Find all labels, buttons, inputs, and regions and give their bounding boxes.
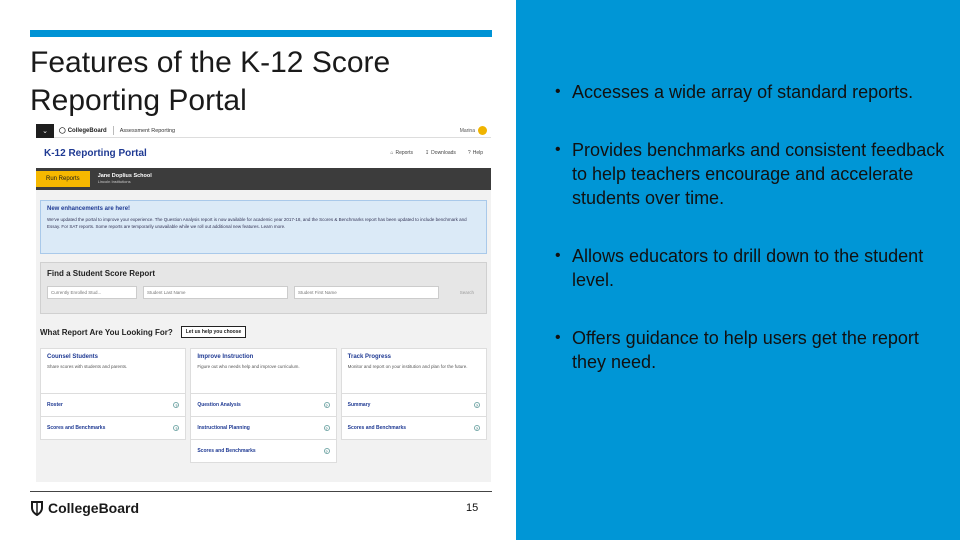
enhancements-notice [40,200,487,254]
find-student-panel [40,262,487,314]
reports-link-label: Reports [395,150,413,156]
feature-bullet-list [552,78,952,374]
report-link-summary[interactable] [341,394,487,417]
find-student-title: Find a Student Score Report [47,269,156,278]
download-icon: ↧ [424,150,430,156]
title-accent-bar [30,30,492,37]
page-number: 15 [466,502,479,514]
search-button[interactable]: Search [459,290,474,295]
run-reports-button[interactable]: Run Reports [36,171,90,187]
what-report-title: What Report Are You Looking For? [40,327,173,337]
category-desc: Monitor and report on your institution and plan for the future. [347,364,468,369]
category-counsel-students [40,348,186,463]
bullet-item: • Provides benchmarks and consistent feedback to help teachers encourage and accelerate students over time. [552,138,952,210]
category-title: Improve Instruction [197,354,254,360]
enrollment-select[interactable]: Currently Enrolled Stud... [47,286,137,299]
avatar [478,126,487,135]
home-icon: ⌂ [390,150,394,156]
category-desc: Figure out who needs help and improve curriculum. [197,364,300,369]
info-icon[interactable]: ? [475,402,479,408]
help-link[interactable] [468,150,483,156]
last-name-field[interactable]: Student Last Name [143,286,288,299]
report-link-label: Scores and Benchmarks [347,425,407,431]
info-icon[interactable]: ? [175,402,178,408]
report-link-scores-benchmarks[interactable] [341,417,487,440]
help-link-label: Help [472,150,483,156]
slide-title: Features of the K-12 Score Reporting Portal [30,46,391,117]
report-link-roster[interactable] [40,394,186,417]
report-link-label: Question Analysis [197,402,241,408]
reports-link[interactable] [390,150,413,156]
divider [113,126,114,135]
category-improve-instruction [190,348,336,463]
category-title: Counsel Students [47,354,99,360]
school-subtitle: Lincoln Institutions [97,179,131,184]
category-card [341,348,487,394]
portal-topbar [36,124,491,138]
report-finder-row [40,326,487,338]
help-icon: ? [467,150,471,156]
category-card [40,348,186,394]
downloads-link[interactable] [425,150,456,156]
bullet-item: • Offers guidance to help users get the report they need. [552,326,952,374]
info-icon[interactable]: ? [325,448,328,454]
report-link-scores-benchmarks[interactable] [40,417,186,440]
bullet-item: • Accesses a wide array of standard reports. [552,80,952,104]
info-icon[interactable]: ? [325,425,328,431]
first-name-field[interactable]: Student First Name [294,286,439,299]
run-reports-bar [36,168,491,190]
category-track-progress [341,348,487,463]
collegeboard-logo [30,500,139,516]
report-link-label: Roster [47,402,63,408]
portal-header [36,138,491,168]
portal-title: K-12 Reporting Portal [44,147,147,159]
footer-rule [30,491,492,492]
report-link-instructional-planning[interactable] [190,417,336,440]
notice-text: We've updated the portal to improve your experience. The Question Analysis report is now available for academic year 2017-18, and the Scores & Benchmarks report has been updated to include benchmark and Essay. For SAT reports. Some reports are temporarily unavailable while we roll out additional new features. Learn more. [47,217,467,229]
logo-text: CollegeBoard [48,500,140,516]
category-card [190,348,336,394]
school-selector[interactable] [98,173,152,185]
report-link-label: Scores and Benchmarks [197,448,256,454]
notice-title: New enhancements are here! [47,206,131,212]
school-name: Jane Doplius School [97,173,152,179]
user-name: Marina [459,127,475,134]
report-link-question-analysis[interactable] [190,394,336,417]
user-menu[interactable] [460,126,487,135]
downloads-link-label: Downloads [431,150,456,156]
shield-icon [30,500,44,516]
portal-screenshot [36,124,491,482]
report-link-label: Summary [347,402,371,408]
report-link-scores-benchmarks[interactable] [190,440,336,463]
report-categories [40,348,487,463]
help-choose-button[interactable]: Let us help you choose [181,326,247,338]
category-title: Track Progress [347,354,392,360]
portal-brand-text: CollegeBoard [67,127,107,134]
shield-icon: ◯ [59,128,66,134]
info-icon[interactable]: ? [325,402,328,408]
portal-app-name: Assessment Reporting [119,127,176,134]
portal-brand [59,127,107,134]
chevron-down-icon[interactable]: ⌄ [36,124,54,138]
report-link-label: Scores and Benchmarks [47,425,106,431]
category-desc: Share scores with students and parents. [47,364,128,369]
report-link-label: Instructional Planning [197,425,250,431]
bullet-item: • Allows educators to drill down to the student level. [552,244,952,292]
portal-nav-links [390,150,483,156]
info-icon[interactable]: ? [475,425,479,431]
info-icon[interactable]: ? [175,425,178,431]
